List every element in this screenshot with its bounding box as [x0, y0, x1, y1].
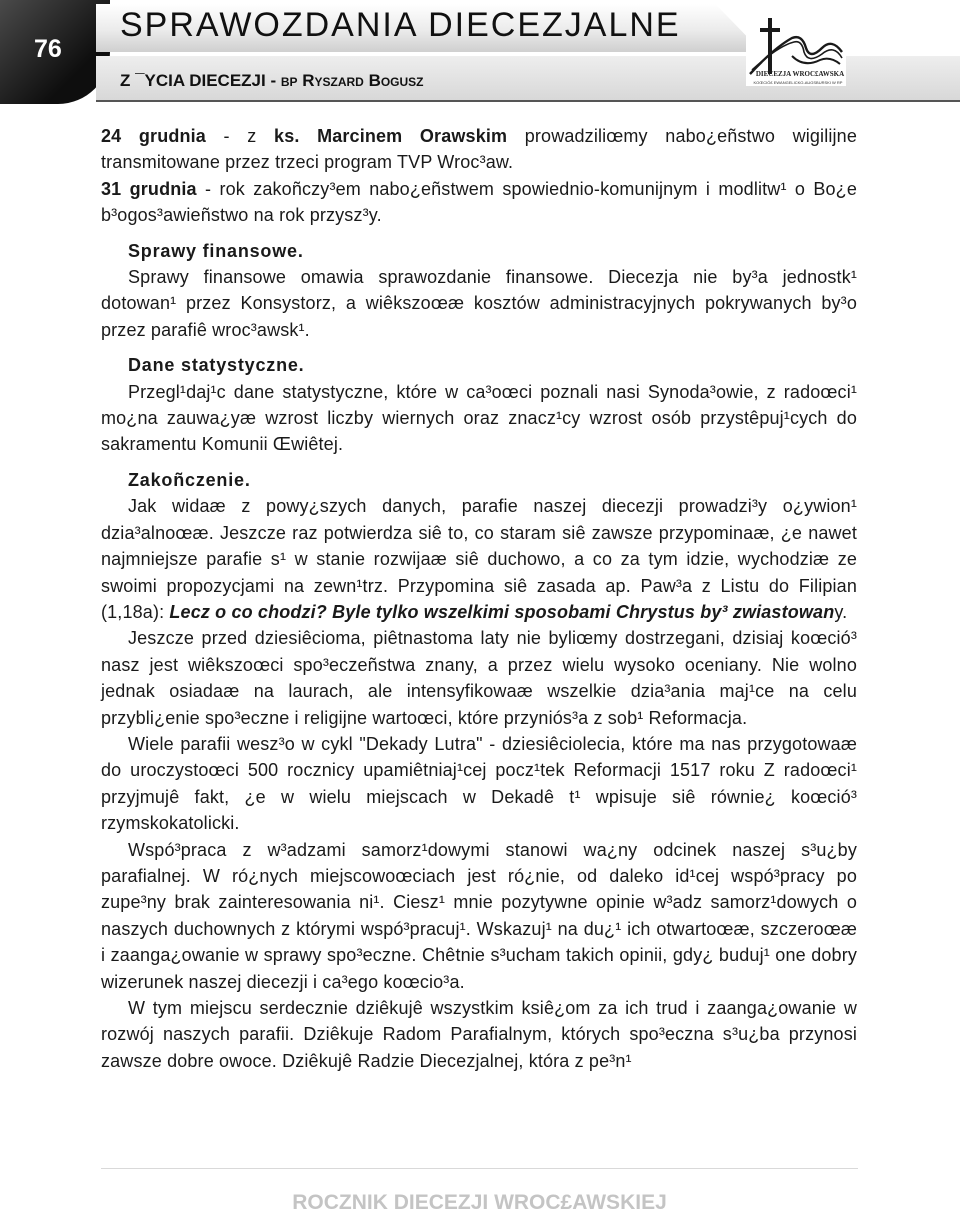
subtitle-ogusz: OGUSZ: [380, 75, 424, 89]
page-header: [0, 0, 960, 104]
text-run: - rok zakoñczy³em nabo¿eñstwem spowiednio-komunijnym i modlitw¹ o Bo¿e b³ogos³awieñstwo na rok przysz³y.: [101, 178, 857, 226]
date-label: 24 grudnia: [101, 126, 206, 146]
text-run: Jak widaæ z powy¿szych danych, parafie naszej diecezji prowadzi³y o¿ywion¹ dzia³alnoœæ. Jeszcze raz potwierdza siê to, co staram siê zawsze przypominaæ, ¿e nawet najmniejsze parafie s¹ w stanie rozwijaæ siê duchowo, a co za tym idzie, wychodziæ ze swoimi propozycjami na zewn¹trz. Przypomina siê zasada ap. Paw³a z Listu do Filipian (1,18a):: [101, 496, 857, 622]
bible-quote: Lecz o co chodzi? Byle tylko wszelkimi sposobami Chrystus by³ zwiastowan: [169, 601, 835, 622]
section-heading-statistics: Dane statystyczne.: [128, 355, 305, 376]
paragraph: W tym miejscu serdecznie dziêkujê wszystkim ksiê¿om za ich trud i zaanga¿owanie w rozwój naszych parafii. Dziêkuje Radom Parafialnym, których spo³eczna s³u¿ba przynosi zawsze dobre owoce. Dziêkujê Radzie Diecezjalnej, która z pe³n¹: [101, 998, 857, 1071]
section-heading-conclusion: Zakoñczenie.: [128, 469, 251, 490]
subtitle-bp: BP: [280, 75, 298, 89]
subtitle-main: Z ¯YCIA DIECEZJI -: [120, 71, 281, 90]
date-label: 31 grudnia: [101, 178, 197, 199]
logo-text: DIECEZJA WROC£AWSKA: [755, 70, 845, 78]
page-number: 76: [34, 35, 62, 63]
footer-rule: [101, 1168, 858, 1169]
paragraph: [101, 493, 857, 625]
person-name: ks. Marcinem Orawskim: [274, 126, 508, 146]
paragraph: Sprawy finansowe omawia sprawozdanie finansowe. Diecezja nie by³a jednostk¹ dotowan¹ przez Konsystorz, a wiêkszoœæ kosztów administracyjnych pokrywanych by³o przez parafiê wroc³awsk¹.: [101, 267, 857, 340]
paragraph: Wiele parafii wesz³o w cykl "Dekady Lutra" - dziesiêciolecia, które ma nas przygotowaæ do uroczystoœci 500 rocznicy upamiêtniaj¹cej pocz¹tek Reformacji 1517 roku Z radoœci¹ przyjmujê fakt, ¿e w wielu miejscach w Dekadê t¹ wpisuje siê równie¿ koœció³ rzymskokatolicki.: [101, 733, 857, 834]
logo-subtext: KOŒCIÓ£ EWANGELICKO-AUGSBURSKI W RP: [753, 80, 843, 85]
text-run: y.: [834, 601, 848, 622]
paragraph: [101, 123, 857, 176]
text-run: prowadziliœmy nabo¿eñstwo wigilijne transmitowane przez trzeci program TVP Wroc³aw.: [101, 126, 857, 173]
paragraph: Jeszcze przed dziesiêcioma, piêtnastoma laty nie byliœmy dostrzegani, dzisiaj koœció³ nasz jest wiêkszoœci spo³eczeñstwa znany, a przez wielu wysoko oceniany. Nie wolno jednak osiadaæ na laurach, ale intensyfikowaæ wszelkie dzia³ania maj¹ce na celu przybli¿enie spo³eczne i religijne wartoœci, które przyniós³a z sob¹ Reformacja.: [101, 628, 857, 728]
paragraph: Wspó³praca z w³adzami samorz¹dowymi stanowi wa¿ny odcinek naszej s³u¿by parafialnej. W ró¿nych miejscowoœciach jest ró¿nie, od daleko id¹cej wspó³pracy po zupe³ny brak zainteresowania ni¹. Ciesz¹ mnie pozytywne opinie w³adz samorz¹dowych o naszych duchownych z którymi wspó³pracuj¹. Wskazuj¹ na du¿¹ ich otwartoœæ, szczeroœæ i zaanga¿owanie w sprawy spo³eczne. Chêtnie s³ucham takich opinii, gdy¿ buduj¹ one dobry wizerunek naszej diecezji i ca³ego koœcio³a.: [101, 839, 857, 992]
running-subtitle: [120, 71, 424, 91]
subtitle-r: R: [297, 71, 315, 90]
running-title: SPRAWOZDANIA DIECEZJALNE: [120, 6, 681, 44]
subtitle-b: B: [363, 71, 381, 90]
paragraph: [101, 176, 857, 229]
running-footer: ROCZNIK DIECEZJI WROC£AWSKIEJ: [292, 1191, 667, 1214]
subtitle-yszard: YSZARD: [314, 75, 364, 89]
text-run: - z: [205, 126, 275, 146]
header-rule: [96, 100, 960, 102]
paragraph: Przegl¹daj¹c dane statystyczne, które w ca³oœci poznali nasi Synoda³owie, z radoœci¹ mo¿na zauwa¿yæ wzrost liczby wiernych oraz znacz¹cy wzrost osób przystêpuj¹cych do sakramentu Komunii Œwiêtej.: [101, 381, 857, 455]
report-body: [101, 123, 857, 1074]
section-heading-finances: Sprawy finansowe.: [128, 240, 304, 261]
